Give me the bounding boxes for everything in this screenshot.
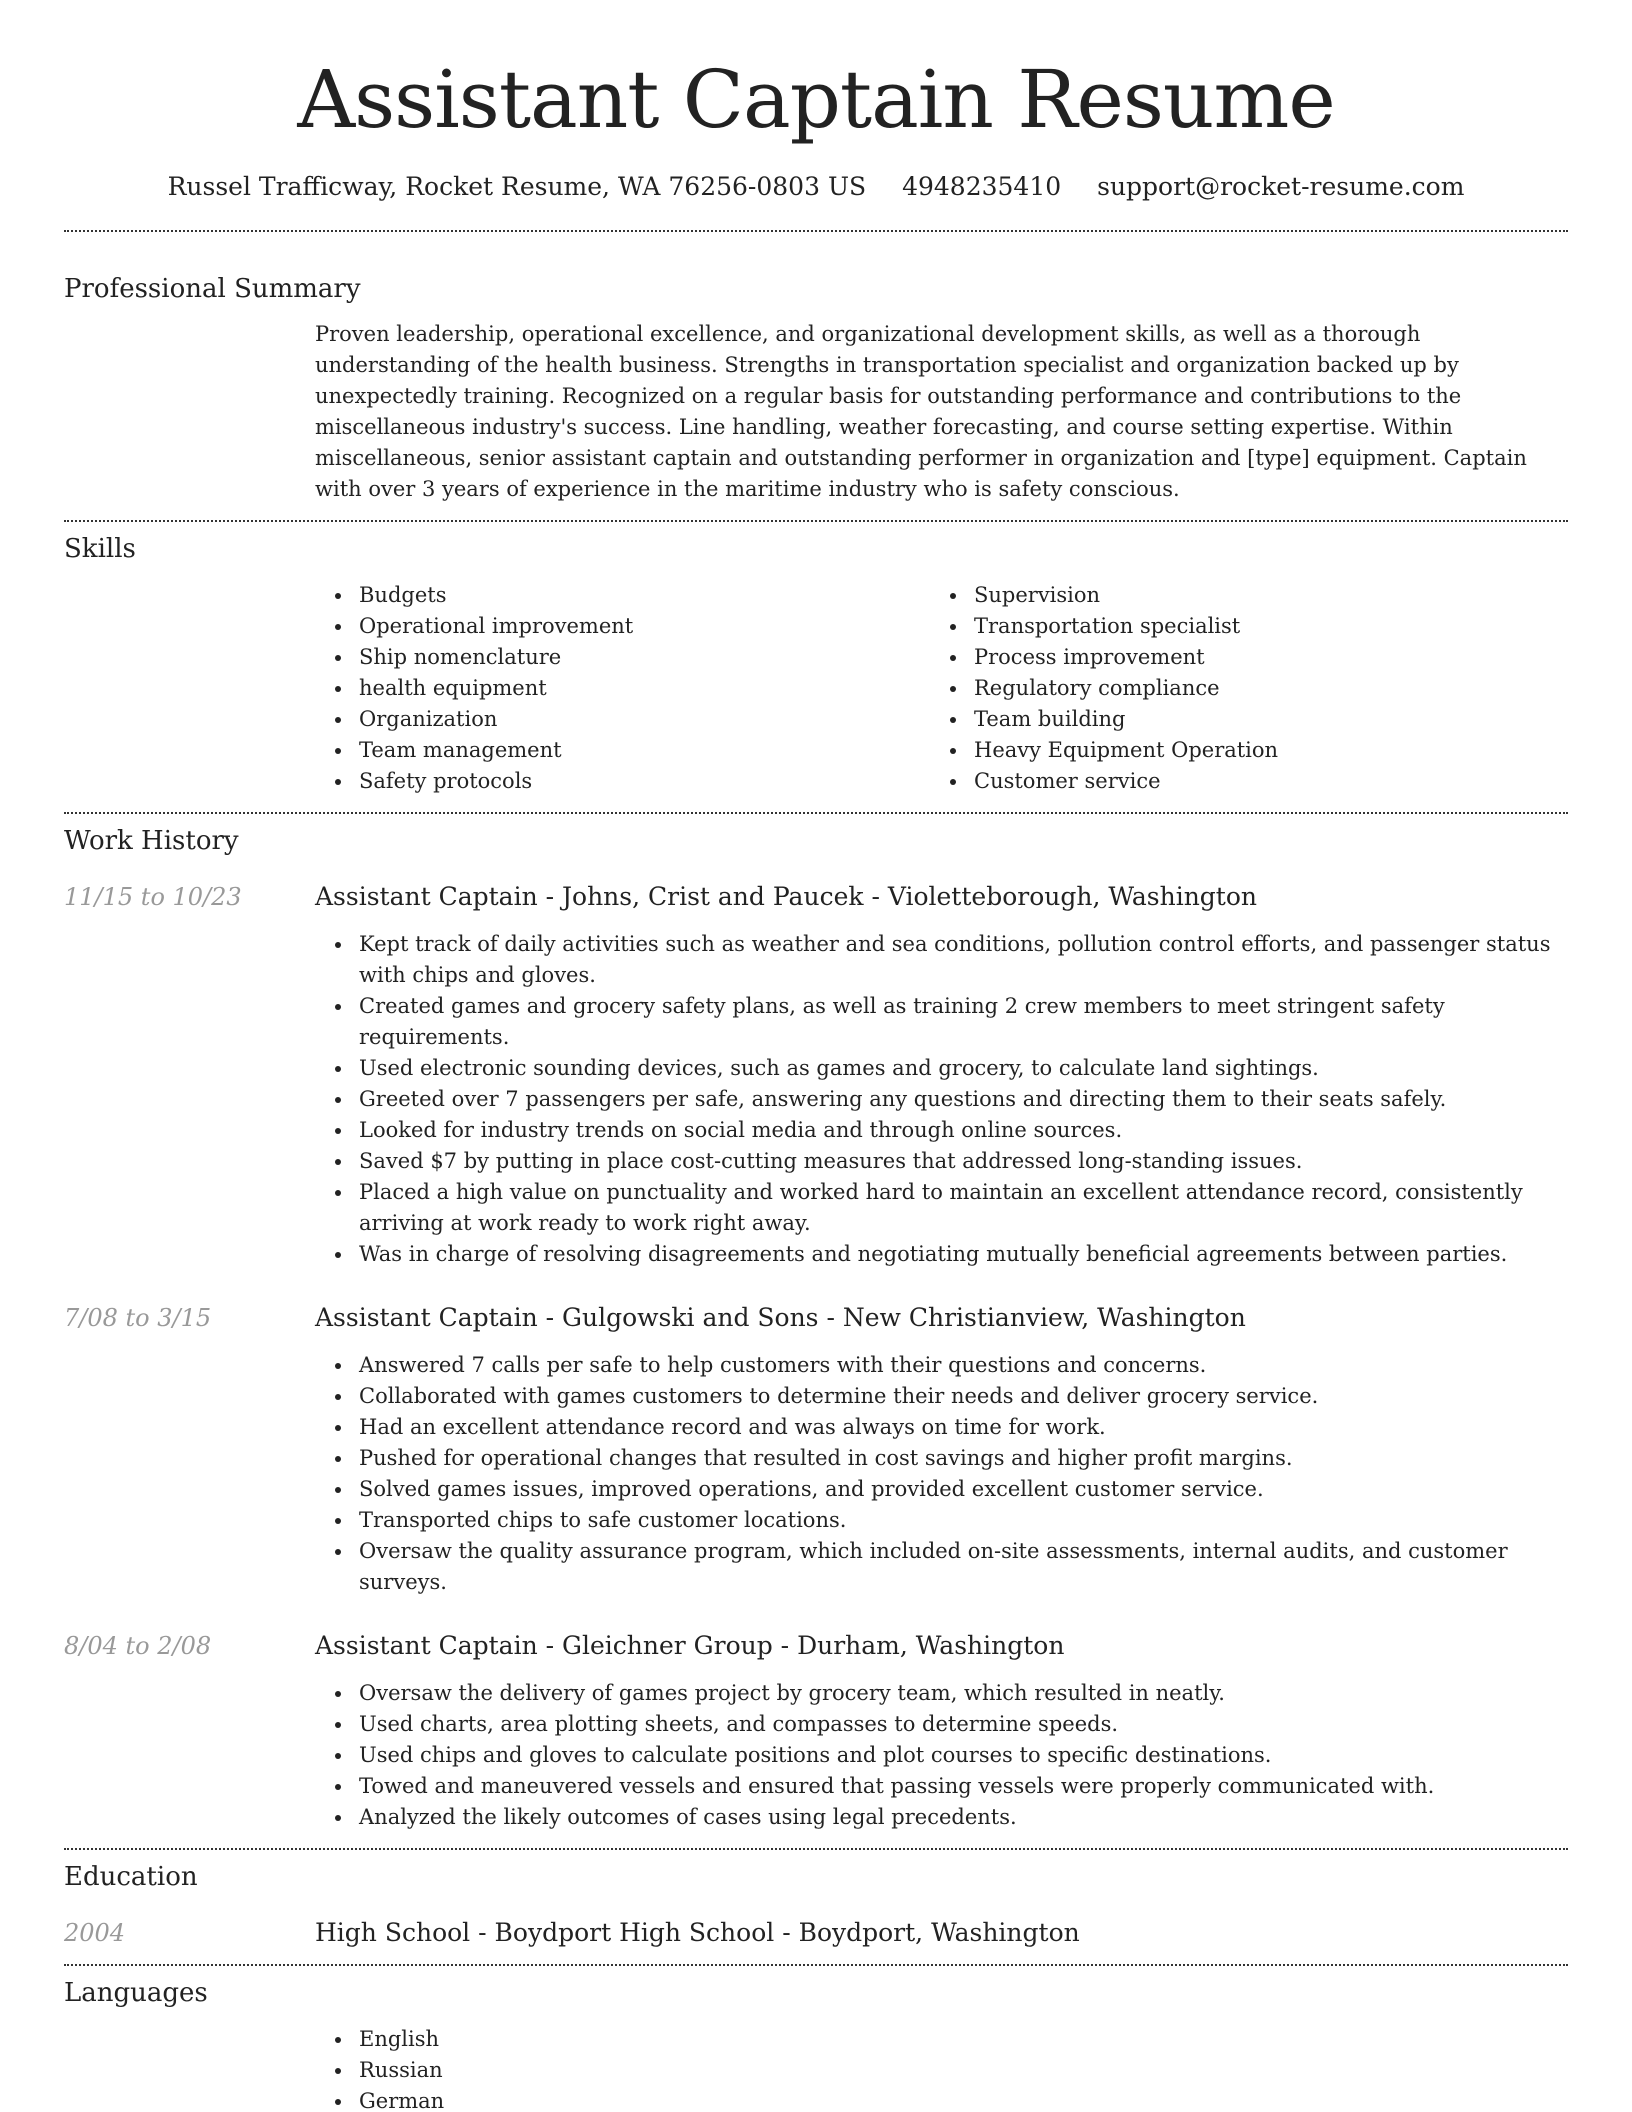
education-date: 2004 <box>64 1919 126 1947</box>
list-item: Solved games issues, improved operations, and provided excellent customer service. <box>315 1474 1568 1505</box>
education-heading: Education <box>64 1862 198 1892</box>
list-item: Ship nomenclature <box>315 642 930 673</box>
divider <box>64 1848 1568 1850</box>
list-item: Regulatory compliance <box>930 673 1545 704</box>
list-item: Oversaw the delivery of games project by grocery team, which resulted in neatly. <box>315 1678 1568 1709</box>
job-bullets <box>315 1350 1568 1598</box>
resume-title: Assistant Captain Resume <box>297 53 1335 146</box>
list-item: health equipment <box>315 673 930 704</box>
list-item: Team building <box>930 704 1545 735</box>
list-item: Customer service <box>930 766 1545 797</box>
job-entry <box>64 880 1568 1270</box>
contact-line <box>64 170 1568 204</box>
list-item: Used charts, area plotting sheets, and compasses to determine speeds. <box>315 1709 1568 1740</box>
skills-section <box>64 580 1568 797</box>
list-item: Looked for industry trends on social media and through online sources. <box>315 1115 1568 1146</box>
job-date: 11/15 to 10/23 <box>64 883 242 911</box>
list-item: Towed and maneuvered vessels and ensured that passing vessels were properly communicated with. <box>315 1771 1568 1802</box>
summary-section <box>64 319 1568 505</box>
list-item: Safety protocols <box>315 766 930 797</box>
contact-phone: 4948235410 <box>902 172 1062 201</box>
list-item: Greeted over 7 passengers per safe, answering any questions and directing them to their seats safely. <box>315 1084 1568 1115</box>
list-item: Budgets <box>315 580 930 611</box>
list-item: Kept track of daily activities such as weather and sea conditions, pollution control efforts, and passenger status with chips and gloves. <box>315 929 1568 991</box>
languages-heading: Languages <box>64 1978 208 2008</box>
list-item: Placed a high value on punctuality and worked hard to maintain an excellent attendance record, consistently arriving at work ready to work right away. <box>315 1177 1568 1239</box>
list-item: Used chips and gloves to calculate positions and plot courses to specific destinations. <box>315 1740 1568 1771</box>
list-item: Oversaw the quality assurance program, which included on-site assessments, internal audits, and customer surveys. <box>315 1536 1568 1598</box>
job-bullets <box>315 929 1568 1270</box>
languages-list <box>315 2024 1568 2112</box>
list-item: English <box>315 2024 1568 2055</box>
education-entry <box>64 1916 1568 1950</box>
list-item: Answered 7 calls per safe to help customers with their questions and concerns. <box>315 1350 1568 1381</box>
job-entry <box>64 1629 1568 1833</box>
list-item: Created games and grocery safety plans, as well as training 2 crew members to meet stringent safety requirements. <box>315 991 1568 1053</box>
list-item: Transportation specialist <box>930 611 1545 642</box>
resume-page <box>64 0 1568 2112</box>
list-item: Process improvement <box>930 642 1545 673</box>
job-entry <box>64 1301 1568 1598</box>
job-bullets <box>315 1678 1568 1833</box>
list-item: Saved $7 by putting in place cost-cutting measures that addressed long-standing issues. <box>315 1146 1568 1177</box>
education-title: High School - Boydport High School - Boydport, Washington <box>315 1918 1080 1947</box>
job-title: Assistant Captain - Johns, Crist and Paucek - Violetteborough, Washington <box>315 882 1258 911</box>
contact-address: Russel Trafficway, Rocket Resume, WA 76256-0803 US <box>167 172 867 201</box>
skills-heading: Skills <box>64 534 136 564</box>
summary-text: Proven leadership, operational excellence, and organizational development skills, as well as a thorough understanding of the health business. Strengths in transportation specialist and organization backed up by unexpectedly training. Recognized on a regular basis for outstanding performance and contributions to the miscellaneous industry's success. Line handling, weather forecasting, and course setting expertise. Within miscellaneous, senior assistant captain and outstanding performer in organization and [type] equipment. Captain with over 3 years of experience in the maritime industry who is safety conscious. <box>315 322 1527 501</box>
divider <box>64 520 1568 522</box>
list-item: Transported chips to safe customer locations. <box>315 1505 1568 1536</box>
summary-heading: Professional Summary <box>64 274 361 304</box>
list-item: Analyzed the likely outcomes of cases using legal precedents. <box>315 1802 1568 1833</box>
list-item: Team management <box>315 735 930 766</box>
languages-section <box>64 2024 1568 2112</box>
list-item: Organization <box>315 704 930 735</box>
list-item: Collaborated with games customers to determine their needs and deliver grocery service. <box>315 1381 1568 1412</box>
divider <box>64 812 1568 814</box>
work-heading: Work History <box>64 826 239 856</box>
list-item: Heavy Equipment Operation <box>930 735 1545 766</box>
skills-column-1 <box>315 580 930 797</box>
list-item: Russian <box>315 2055 1568 2086</box>
contact-email: support@rocket-resume.com <box>1097 172 1465 201</box>
list-item: Operational improvement <box>315 611 930 642</box>
skills-column-2 <box>930 580 1545 797</box>
job-date: 8/04 to 2/08 <box>64 1632 212 1660</box>
list-item: German <box>315 2086 1568 2112</box>
divider <box>64 1964 1568 1966</box>
divider <box>64 230 1568 232</box>
list-item: Supervision <box>930 580 1545 611</box>
job-title: Assistant Captain - Gulgowski and Sons - New Christianview, Washington <box>315 1303 1246 1332</box>
job-date: 7/08 to 3/15 <box>64 1304 212 1332</box>
list-item: Had an excellent attendance record and was always on time for work. <box>315 1412 1568 1443</box>
list-item: Used electronic sounding devices, such as games and grocery, to calculate land sightings. <box>315 1053 1568 1084</box>
list-item: Was in charge of resolving disagreements and negotiating mutually beneficial agreements between parties. <box>315 1239 1568 1270</box>
job-title: Assistant Captain - Gleichner Group - Durham, Washington <box>315 1631 1065 1660</box>
list-item: Pushed for operational changes that resulted in cost savings and higher profit margins. <box>315 1443 1568 1474</box>
